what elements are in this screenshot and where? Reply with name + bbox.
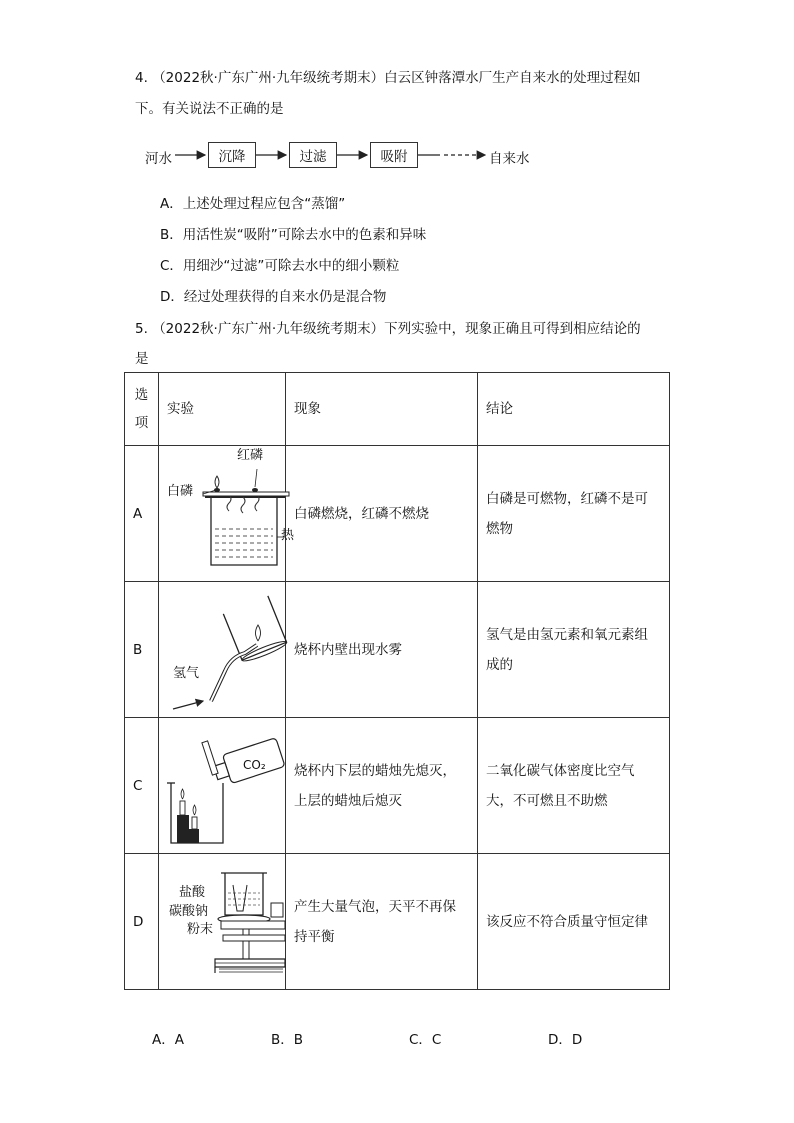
label-hot-water: 热 xyxy=(281,528,295,543)
header-experiment: 实验 xyxy=(159,373,286,446)
flow-step-adsorb: 吸附 xyxy=(370,142,418,168)
flow-step-settle: 沉降 xyxy=(208,142,256,168)
q4-option-a[interactable] xyxy=(160,192,345,212)
label-red-phosphorus: 红磷 xyxy=(237,448,264,463)
option-letter: D． xyxy=(160,289,184,305)
experiment-balance-figure xyxy=(159,854,286,990)
row-phenomenon: 烧杯内壁出现水雾 xyxy=(286,582,478,718)
q5-answer-c[interactable]: C．C xyxy=(409,1032,442,1048)
q4-stem-line2: 下。有关说法不正确的是 xyxy=(135,101,284,117)
experiment-co2-figure xyxy=(159,718,286,854)
q5-number: 5. xyxy=(135,321,148,337)
q5-source: （2022秋·广东广州·九年级统考期末） xyxy=(152,321,385,337)
row-phenomenon: 白磷燃烧，红磷不燃烧 xyxy=(286,446,478,582)
q4-stem-line1 xyxy=(135,66,641,86)
q4-option-d[interactable] xyxy=(160,285,386,305)
table-row xyxy=(125,718,670,854)
table-header-row xyxy=(125,373,670,446)
q5-stem-line2: 是 xyxy=(135,351,149,367)
label-powder: 粉末 xyxy=(187,922,214,937)
option-text: 用活性炭“吸附”可除去水中的色素和异味 xyxy=(182,227,427,243)
row-option: A xyxy=(125,446,159,582)
q4-option-b[interactable] xyxy=(160,223,426,243)
table-row xyxy=(125,854,670,990)
q5-text: 下列实验中，现象正确且可得到相应结论的 xyxy=(384,321,641,337)
option-text: 上述处理过程应包含“蒸馏” xyxy=(182,196,346,212)
label-hydrochloric-acid: 盐酸 xyxy=(179,885,206,900)
row-phenomenon: 产生大量气泡，天平不再保持平衡 xyxy=(286,854,478,990)
q5-answer-a[interactable]: A．A xyxy=(152,1032,184,1048)
row-option: B xyxy=(125,582,159,718)
option-letter: B． xyxy=(160,227,183,243)
q5-answer-d[interactable]: D．D xyxy=(548,1032,583,1048)
q4-number: 4. xyxy=(135,70,148,86)
row-phenomenon: 烧杯内下层的蜡烛先熄灭，上层的蜡烛后熄灭 xyxy=(286,718,478,854)
option-letter: C． xyxy=(160,258,183,274)
row-conclusion: 白磷是可燃物，红磷不是可燃物 xyxy=(478,446,670,582)
q4-flow-diagram xyxy=(145,138,565,172)
option-text: 经过处理获得的自来水仍是混合物 xyxy=(183,289,387,305)
q4-text: 白云区钟落潭水厂生产自来水的处理过程如 xyxy=(384,70,641,86)
flow-start: 河水 xyxy=(145,151,172,167)
q5-stem-line1 xyxy=(135,317,641,337)
option-letter: A． xyxy=(160,196,183,212)
q4-option-c[interactable] xyxy=(160,254,399,274)
label-hydrogen: 氢气 xyxy=(173,666,200,681)
flow-step-filter: 过滤 xyxy=(289,142,337,168)
header-phenomenon: 现象 xyxy=(286,373,478,446)
row-option: C xyxy=(125,718,159,854)
table-row xyxy=(125,582,670,718)
header-conclusion: 结论 xyxy=(478,373,670,446)
flow-end: 自来水 xyxy=(489,151,530,167)
header-option: 选项 xyxy=(125,373,159,446)
label-white-phosphorus: 白磷 xyxy=(167,484,194,499)
label-sodium-carbonate: 碳酸钠 xyxy=(169,904,209,919)
label-co2: CO₂ xyxy=(243,758,266,772)
row-option: D xyxy=(125,854,159,990)
q4-source: （2022秋·广东广州·九年级统考期末） xyxy=(152,70,385,86)
q5-answer-b[interactable]: B．B xyxy=(271,1032,304,1048)
option-text: 用细沙“过滤”可除去水中的细小颗粒 xyxy=(182,258,400,274)
experiment-hydrogen-figure xyxy=(159,582,286,718)
experiment-phosphorus-figure xyxy=(159,446,295,582)
row-conclusion: 氢气是由氢元素和氧元素组成的 xyxy=(478,582,670,718)
table-row xyxy=(125,446,670,582)
row-conclusion: 该反应不符合质量守恒定律 xyxy=(478,854,670,990)
q5-table xyxy=(124,372,670,990)
row-conclusion: 二氧化碳气体密度比空气大，不可燃且不助燃 xyxy=(478,718,670,854)
